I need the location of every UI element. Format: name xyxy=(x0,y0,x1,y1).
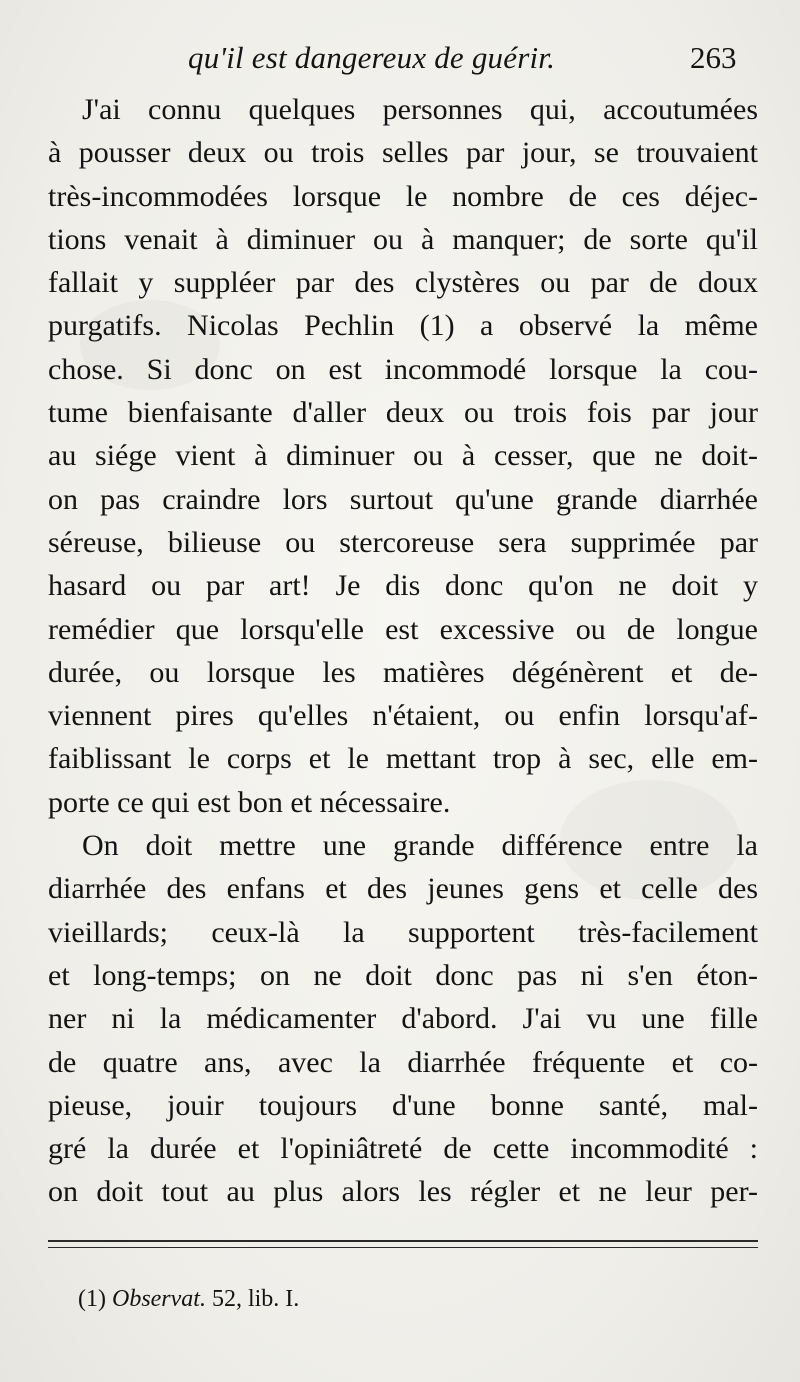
text-line: On doit mettre une grande différence entre la xyxy=(82,829,758,863)
text-line: chose. Si donc on est incommodé lorsque la cou- xyxy=(48,352,758,386)
text-line: on pas craindre lors surtout qu'une grande diarrhée xyxy=(48,482,758,516)
page-number: 263 xyxy=(690,40,737,75)
text-line: J'ai connu quelques personnes qui, accoutumées xyxy=(82,93,758,126)
text-line: durée, ou lorsque les matières dégénèrent et de- xyxy=(48,655,758,689)
text-line: on doit tout au plus alors les régler et ne leur per- xyxy=(48,1175,758,1209)
text-line: faiblissant le corps et le mettant trop à sec, elle em- xyxy=(48,742,758,776)
text-line: séreuse, bilieuse ou stercoreuse sera supprimée par xyxy=(48,525,758,559)
text-line: vieillards; ceux-là la supportent très-facilement xyxy=(48,915,758,949)
running-head xyxy=(0,38,800,88)
text-line: pieuse, jouir toujours d'une bonne santé, mal- xyxy=(48,1088,758,1122)
running-title: qu'il est dangereux de guérir. xyxy=(188,40,556,75)
text-line: porte ce qui est bon et nécessaire. xyxy=(48,785,451,819)
text-line: viennent pires qu'elles n'étaient, ou enfin lorsqu'af- xyxy=(48,699,758,733)
text-line: très-incommodées lorsque le nombre de ces déjec- xyxy=(48,179,758,213)
text-line: gré la durée et l'opiniâtreté de cette incommodité : xyxy=(48,1132,758,1166)
text-line: hasard ou par art! Je dis donc qu'on ne doit y xyxy=(48,569,758,603)
text-line: fallait y suppléer par des clystères ou par de doux xyxy=(48,266,758,300)
footnote-reference: 52, lib. I. xyxy=(211,1286,300,1312)
text-line: de quatre ans, avec la diarrhée fréquente et co- xyxy=(48,1045,758,1079)
body-text xyxy=(48,88,758,1214)
text-line: diarrhée des enfans et des jeunes gens et celle des xyxy=(48,872,758,906)
text-line: purgatifs. Nicolas Pechlin (1) a observé la même xyxy=(48,309,758,343)
paragraph-1 xyxy=(48,88,758,824)
footnote-source: Observat. xyxy=(111,1286,206,1312)
text-line: remédier que lorsqu'elle est excessive ou de longue xyxy=(48,612,758,646)
text-line: à pousser deux ou trois selles par jour, se trouvaient xyxy=(48,136,758,170)
text-line: et long-temps; on ne doit donc pas ni s'en éton- xyxy=(48,958,758,992)
text-line: tume bienfaisante d'aller deux ou trois fois par jour xyxy=(48,396,758,430)
text-line: au siége vient à diminuer ou à cesser, que ne doit- xyxy=(48,439,758,473)
text-line: ner ni la médicamenter d'abord. J'ai vu une fille xyxy=(48,1002,758,1036)
paragraph-2 xyxy=(48,824,758,1214)
footnote-marker: (1) xyxy=(78,1286,106,1312)
footnote-rule xyxy=(48,1240,758,1242)
footnote xyxy=(78,1286,299,1313)
text-line: tions venait à diminuer ou à manquer; de sorte qu'il xyxy=(48,222,758,256)
footnote-rule-thin xyxy=(48,1247,758,1248)
